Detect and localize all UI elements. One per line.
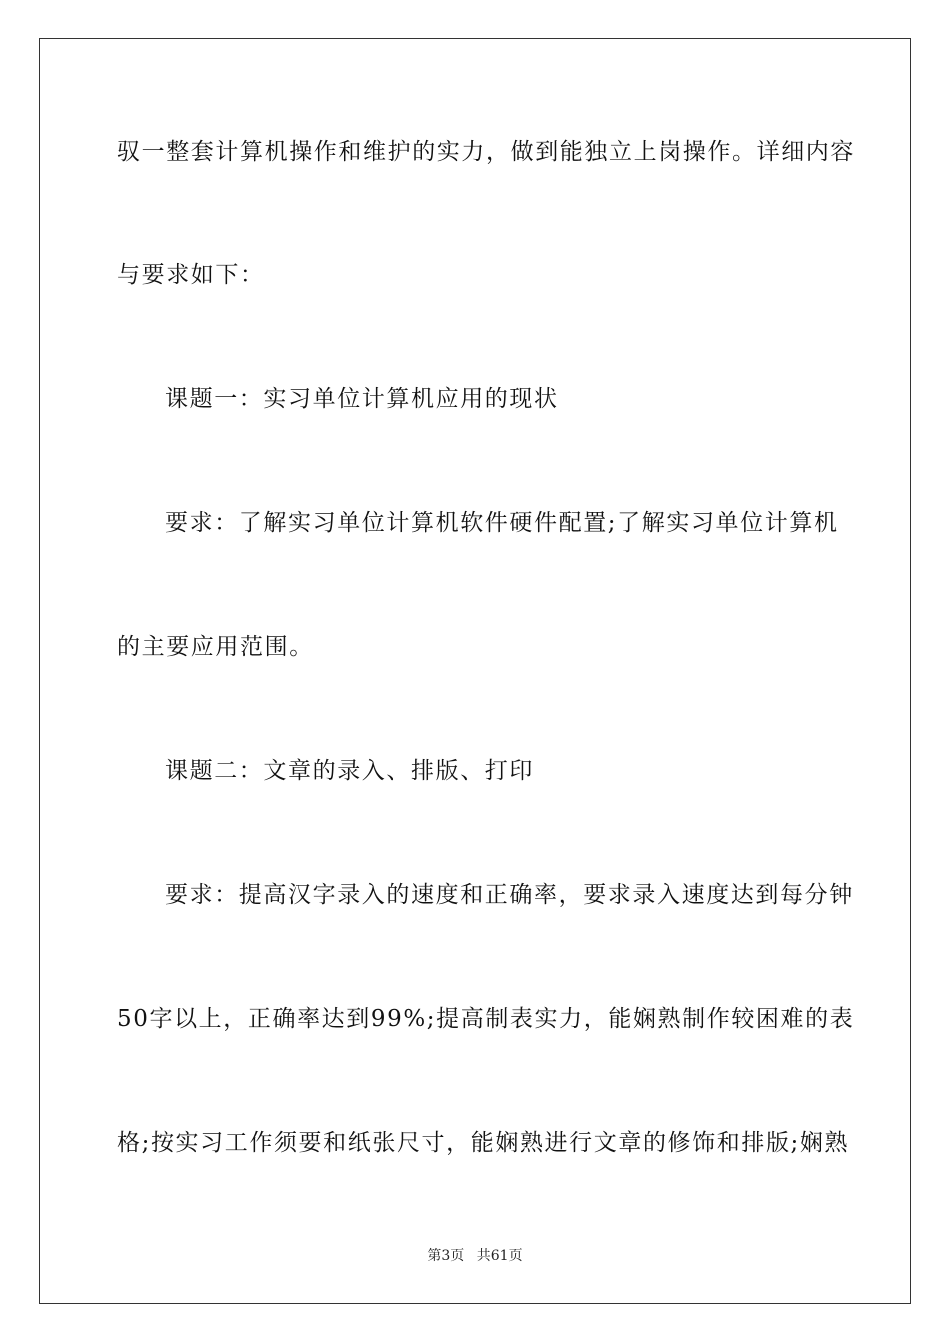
requirement-text-line: 要求：提高汉字录入的速度和正确率，要求录入速度达到每分钟 <box>165 882 854 908</box>
page-footer <box>0 1246 950 1266</box>
body-text-line: 50字以上，正确率达到99%;提高制表实力，能娴熟制作较困难的表 <box>117 1006 855 1032</box>
requirement-text-line: 要求：了解实习单位计算机软件硬件配置;了解实习单位计算机 <box>165 510 839 536</box>
total-pages: 共61页 <box>476 1248 523 1264</box>
body-text-line: 的主要应用范围。 <box>117 634 314 660</box>
body-text-line: 与要求如下： <box>117 262 265 288</box>
body-text-line: 格;按实习工作须要和纸张尺寸，能娴熟进行文章的修饰和排版;娴熟 <box>117 1130 850 1156</box>
page-number: 第3页 <box>427 1248 465 1264</box>
body-text-line: 驭一整套计算机操作和维护的实力，做到能独立上岗操作。详细内容 <box>117 139 855 165</box>
topic-heading-1: 课题一：实习单位计算机应用的现状 <box>165 386 559 412</box>
topic-heading-2: 课题二：文章的录入、排版、打印 <box>165 758 534 784</box>
page-border <box>39 38 911 1304</box>
